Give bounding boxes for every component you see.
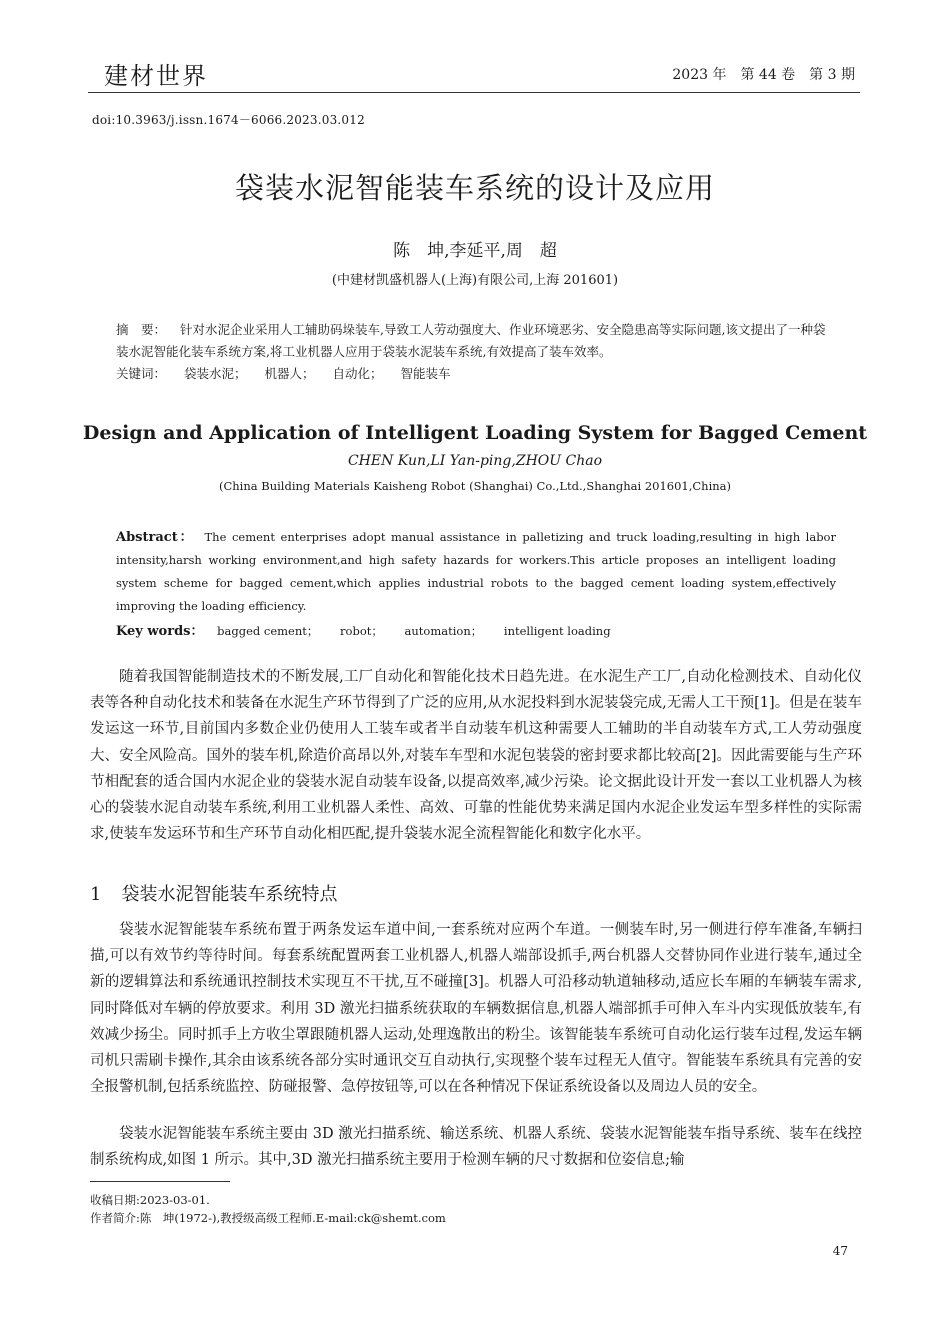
footnote-received: 收稿日期:2023-03-01. [90,1193,210,1207]
keyword-en: robot； [340,624,383,638]
english-title: Design and Application of Intelligent Loading System for Bagged Cement [82,422,868,444]
section-title: 袋装水泥智能装车系统特点 [121,884,338,905]
abstract-en [116,526,836,618]
affiliation: (中建材凯盛机器人(上海)有限公司,上海 201601) [331,273,619,288]
header-rule [88,92,860,93]
issue-info: 2023 年 第 44 卷 第 3 期 [672,67,855,83]
abstract-cn-label: 摘 要： [116,322,167,337]
keyword-en: intelligent loading [503,624,611,638]
footnote-author: 作者简介:陈 坤(1972-),教授级高级工程师.E-mail:ck@shemt.com [90,1211,446,1225]
abstract-en-text: The cement enterprises adopt manual assistance in palletizing and truck loading,resulting in high labor intensity,harsh working environment,and high safety hazards for workers.This article proposes an intelligent loading system scheme for bagged cement,which applies industrial robots to the bagged cement loading system,effectively improving the loading efficiency. [116,530,836,613]
abstract-cn-paragraph [116,319,836,363]
body-paragraph: 袋装水泥智能装车系统布置于两条发运车道中间,一套系统对应两个车道。一侧装车时,另一侧进行停车准备,车辆扫描,可以有效节约等待时间。每套系统配置两套工业机器人,机器人端部设抓手,两台机器人交替协同作业进行装车,通过全新的逻辑算法和系统通讯控制技术实现互不干扰,互不碰撞[3]。机器人可沿移动轨道轴移动,适应长车厢的车辆装车需求,同时降低对车辆的停放要求。利用 3D 激光扫描系统获取的车辆数据信息,机器人端部抓手可伸入车斗内实现低放装车,有效减少扬尘。同时抓手上方收尘罩跟随机器人运动,处理逸散出的粉尘。该智能装车系统可自动化运行装车过程,发运车辆司机只需刷卡操作,其余由该系统各部分实时通讯交互自动执行,实现整个装车过程无人值守。智能装车系统具有完善的安全报警机制,包括系统监控、防碰报警、急停按钮等,可以在各种情况下保证系统设备以及周边人员的安全。 [90,922,862,1096]
authors: 陈 坤,李延平,周 超 [393,241,557,261]
doi[interactable]: doi:10.3963/j.issn.1674－6066.2023.03.012 [92,113,365,127]
abstract-en-label: Abstract： [116,530,195,545]
keyword-en: automation； [404,624,483,638]
body-paragraph-intro: 随着我国智能制造技术的不断发展,工厂自动化和智能化技术日趋先进。在水泥生产工厂,自动化检测技术、自动化仪表等各种自动化技术和装备在水泥生产环节得到了广泛的应用,从水泥投料到水泥装袋完成,无需人工干预[1]。但是在装车发运这一环节,目前国内多数企业仍使用人工装车或者半自动装车机这种需要人工辅助的半自动装车方式,工人劳动强度大、安全风险高。国外的装车机,除造价高昂以外,对装车车型和水泥包装袋的密封要求都比较高[2]。因此需要能与生产环节相配套的适合国内水泥企业的袋装水泥自动装车设备,以提高效率,减少污染。论文据此设计开发一套以工业机器人为核心的袋装水泥自动装车系统,利用工业机器人柔性、高效、可靠的性能优势来满足国内水泥企业发运车型多样性的实际需求,使装车发运环节和生产环节自动化相匹配,提升袋装水泥全流程智能化和数字化水平。 [90,669,862,843]
page-number: 47 [832,1244,848,1258]
abstract-cn [116,319,836,385]
keywords-cn [116,363,836,385]
keyword-cn: 机器人； [264,366,315,381]
section-number: 1 [90,884,102,905]
section-heading [90,880,357,906]
keyword-cn: 袋装水泥； [184,366,247,381]
english-authors: CHEN Kun,LI Yan-ping,ZHOU Chao [347,453,603,469]
keyword-en: bagged cement； [217,624,319,638]
keyword-cn: 智能装车 [400,366,451,381]
keywords-en [116,620,629,639]
body-paragraph: 袋装水泥智能装车系统主要由 3D 激光扫描系统、输送系统、机器人系统、袋装水泥智能装车指导系统、装车在线控制系统构成,如图 1 所示。其中,3D 激光扫描系统主要用于检测车辆的尺寸数据和位姿信息;输 [90,1126,862,1169]
english-affiliation: (China Building Materials Kaisheng Robot (Shanghai) Co.,Ltd.,Shanghai 201601,China) [218,479,732,493]
journal-name: 建材世界 [104,62,208,90]
paper-title: 袋装水泥智能装车系统的设计及应用 [234,171,715,205]
keyword-cn: 自动化； [332,366,383,381]
keywords-en-label: Key words： [116,624,204,639]
footnote-rule [90,1181,230,1182]
keywords-cn-label: 关键词： [116,366,167,381]
abstract-cn-text: 针对水泥企业采用人工辅助码垛装车,导致工人劳动强度大、作业环境恶劣、安全隐患高等实际问题,该文提出了一种袋装水泥智能化装车系统方案,将工业机器人应用于袋装水泥装车系统,有效提高了装车效率。 [116,322,826,359]
